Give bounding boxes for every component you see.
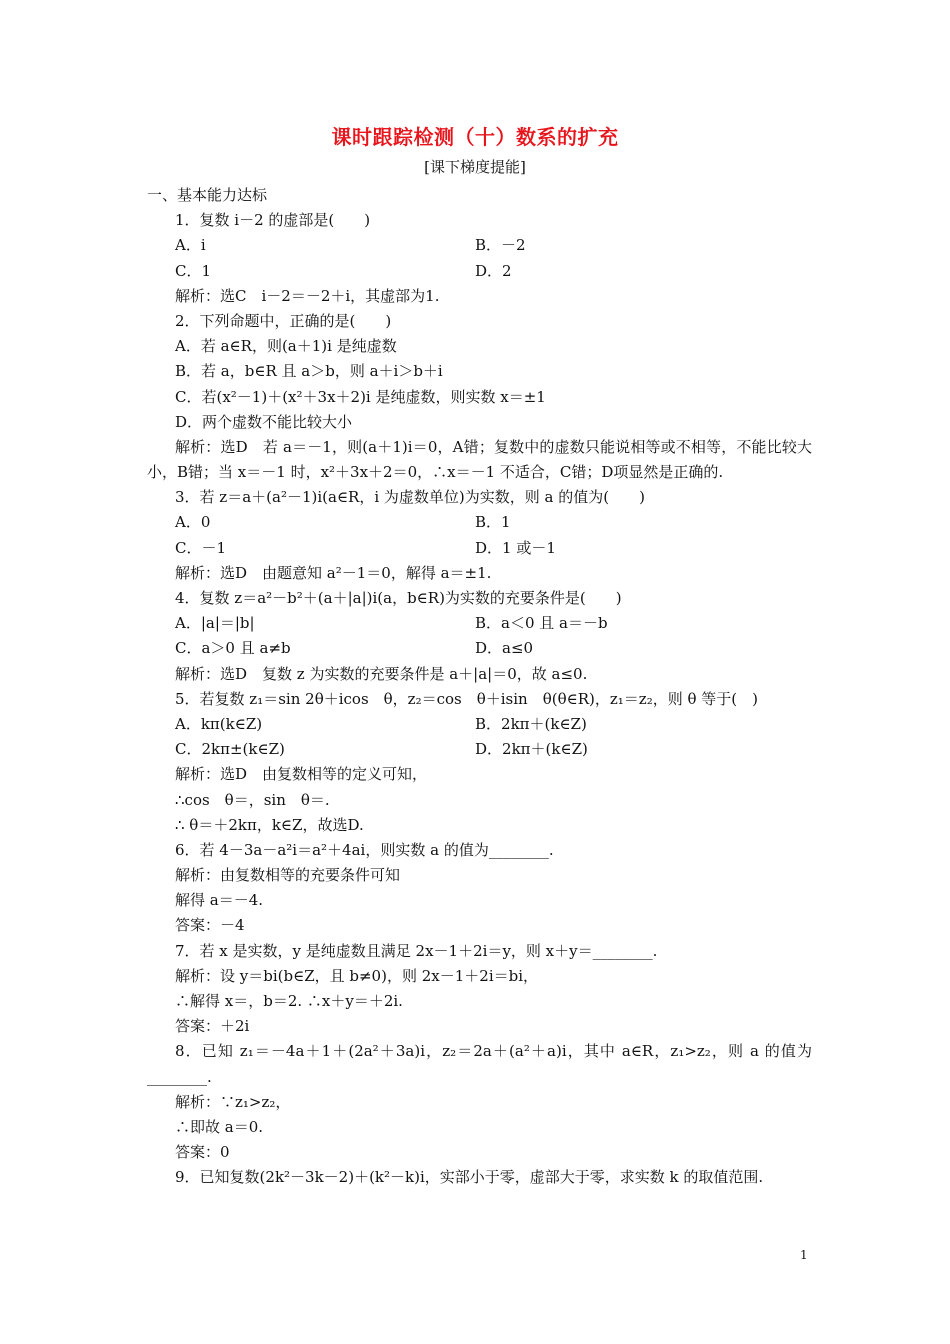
q1-option-b: B．－2 [475,236,526,255]
q4-option-c: C．a＞0 且 a≠b [175,639,291,658]
q9-stem: 9．已知复数(2k²－3k－2)＋(k²－k)i，实部小于零，虚部大于零，求实数 k 的取值范围. [175,1168,764,1187]
q1-options-row-2 [147,259,812,284]
q3-analysis: 解析：选D 由题意知 a²－1＝0，解得 a＝±1. [175,563,492,582]
q8-answer: 答案：0 [175,1143,230,1162]
page-title: 课时跟踪检测（十）数系的扩充 [331,125,619,149]
q4-option-a: A．|a|＝|b| [175,614,255,633]
page-subtitle: [课下梯度提能] [424,158,526,176]
q2-option-d: D．两个虚数不能比较大小 [175,412,353,431]
q7-stem: 7．若 x 是实数，y 是纯虚数且满足 2x－1＋2i＝y，则 x＋y＝________. [175,941,658,960]
q3-option-d: D．1 或－1 [475,538,556,557]
q8-stem: 8．已知 z₁＝－4a＋1＋(2a²＋3a)i，z₂＝2a＋(a²＋a)i，其中 a∈R，z₁>z₂，则 a 的值为________. [147,1042,812,1086]
document-body [147,183,812,1191]
q1-option-a: A．i [175,236,206,255]
q5-option-c: C．2kπ±(k∈Z) [175,740,285,759]
q6-analysis: 解析：由复数相等的充要条件可知 [175,866,401,885]
q7-answer: 答案：＋2i [175,1017,250,1036]
q2-option-c: C．若(x²－1)＋(x²＋3x＋2)i 是纯虚数，则实数 x＝±1 [175,387,546,406]
q3-stem: 3．若 z＝a＋(a²－1)i(a∈R，i 为虚数单位)为实数，则 a 的值为( ) [175,488,645,507]
q4-options-row-1 [147,611,812,636]
section-heading: 一、基本能力达标 [147,186,268,204]
q5-analysis-line-3: ∴ θ＝＋2kπ，k∈Z，故选D. [175,815,364,834]
q5-option-d: D．2kπ＋(k∈Z) [475,740,588,759]
q4-options-row-2 [147,636,812,661]
q8-analysis-line-2: ∴即故 a＝0. [175,1118,264,1137]
q7-analysis: 解析：设 y＝bi(b∈Z，且 b≠0)，则 2x－1＋2i＝bi， [175,966,539,985]
q3-option-a: A．0 [175,513,211,532]
q7-analysis-line-2: ∴解得 x＝，b＝2. ∴x＋y＝＋2i. [175,992,403,1011]
q1-option-d: D．2 [475,261,512,280]
q4-option-b: B．a＜0 且 a＝－b [475,614,608,633]
q5-analysis-line-2: ∴cos θ＝，sin θ＝. [175,790,330,809]
q4-stem: 4．复数 z＝a²－b²＋(a＋|a|)i(a，b∈R)为实数的充要条件是( ) [175,589,622,608]
q5-analysis: 解析：选D 由复数相等的定义可知， [175,765,428,784]
q5-options-row-2 [147,737,812,762]
q3-option-b: B．1 [475,513,511,532]
q1-stem: 1．复数 i－2 的虚部是( ) [175,211,371,230]
q3-options-row-1 [147,510,812,535]
q2-stem: 2．下列命题中，正确的是( ) [175,311,392,330]
q1-option-c: C．1 [175,261,212,280]
q1-analysis: 解析：选C i－2＝－2＋i，其虚部为1. [175,286,440,305]
q3-options-row-2 [147,536,812,561]
q4-option-d: D．a≤0 [475,639,534,658]
q1-options-row-1 [147,233,812,258]
q5-option-b: B．2kπ＋(k∈Z) [475,714,587,733]
q6-answer: 答案：－4 [175,916,245,935]
q2-option-a: A．若 a∈R，则(a＋1)i 是纯虚数 [175,337,397,356]
q8-analysis: 解析：∵z₁>z₂， [175,1092,291,1111]
q2-option-b: B．若 a，b∈R 且 a＞b，则 a＋i＞b＋i [175,362,443,381]
q4-analysis: 解析：选D 复数 z 为实数的充要条件是 a＋|a|＝0，故 a≤0. [175,664,588,683]
page-number: 1 [800,1248,808,1262]
q5-options-row-1 [147,712,812,737]
q6-stem: 6．若 4－3a－a²i＝a²＋4ai，则实数 a 的值为________. [175,840,554,859]
q3-option-c: C．－1 [175,538,227,557]
q5-stem: 5．若复数 z₁＝sin 2θ＋icos θ，z₂＝cos θ＋isin θ(θ∈R)，z₁＝z₂，则 θ 等于( ) [175,689,758,708]
q5-option-a: A．kπ(k∈Z) [175,714,263,733]
q2-analysis: 解析：选D 若 a＝－1，则(a＋1)i＝0，A错；复数中的虚数只能说相等或不相等，不能比较大小，B错；当 x＝－1 时，x²＋3x＋2＝0，∴x＝－1 不适合，C错；D项显然是正确的. [147,437,812,482]
q6-analysis-line-2: 解得 a＝－4. [175,891,264,910]
